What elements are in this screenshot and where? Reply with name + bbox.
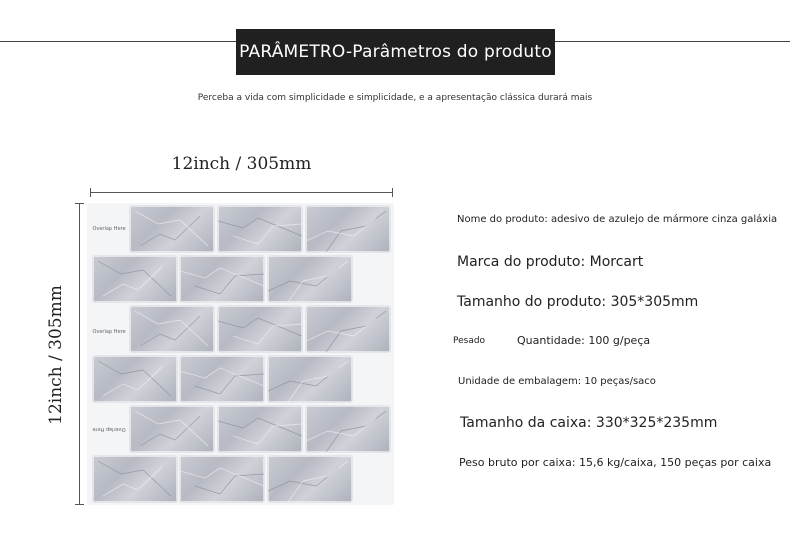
marble-brick — [268, 456, 352, 502]
page-title: PARÂMETRO-Parâmetros do produto — [239, 42, 552, 62]
marble-brick — [218, 206, 302, 252]
width-dimension-tick-left — [90, 188, 91, 197]
marble-brick — [218, 306, 302, 352]
height-dimension-tick-top — [75, 203, 84, 204]
marble-brick — [218, 406, 302, 452]
spec-gross-weight: Peso bruto por caixa: 15,6 kg/caixa, 150 peças por caixa — [459, 456, 772, 469]
spec-weight-label: Pesado — [453, 336, 486, 346]
spec-product-name: Nome do produto: adesivo de azulejo de mármore cinza galáxia — [457, 214, 778, 225]
marble-brick — [306, 206, 390, 252]
marble-brick — [180, 356, 264, 402]
height-dimension-label: 12inch / 305mm — [46, 285, 66, 425]
marble-brick — [93, 456, 177, 502]
spec-brand: Marca do produto: Morcart — [457, 254, 644, 270]
page-subtitle: Perceba a vida com simplicidade e simplicidade, e a apresentação clássica durará mais — [197, 93, 593, 103]
marble-brick — [93, 356, 177, 402]
marble-brick — [268, 356, 352, 402]
header-rule-left — [0, 41, 236, 42]
marble-brick — [130, 306, 214, 352]
spec-size: Tamanho do produto: 305*305mm — [457, 294, 699, 310]
overlap-note — [91, 415, 127, 443]
marble-brick — [93, 256, 177, 302]
height-dimension — [38, 205, 74, 505]
overlap-note-text: Overlap Here — [92, 426, 126, 433]
width-dimension-label: 12inch / 305mm — [171, 154, 312, 174]
marble-tile-sample — [87, 203, 394, 505]
title-banner — [236, 29, 555, 75]
overlap-note-text: Overlap Here — [92, 225, 126, 232]
marble-brick — [180, 256, 264, 302]
marble-brick — [130, 406, 214, 452]
marble-brick — [180, 456, 264, 502]
marble-brick — [306, 406, 390, 452]
marble-brick — [268, 256, 352, 302]
spec-box-size: Tamanho da caixa: 330*325*235mm — [460, 415, 718, 431]
width-dimension-line — [90, 192, 393, 193]
overlap-note — [91, 215, 127, 243]
header-rule-right — [555, 41, 790, 42]
spec-quantity: Quantidade: 100 g/peça — [517, 334, 651, 347]
overlap-note — [91, 318, 127, 346]
height-dimension-tick-bottom — [75, 504, 84, 505]
width-dimension-tick-right — [392, 188, 393, 197]
height-dimension-line — [79, 203, 80, 505]
marble-brick — [130, 206, 214, 252]
overlap-note-text: Overlap Here — [92, 328, 126, 335]
spec-packaging: Unidade de embalagem: 10 peças/saco — [458, 376, 656, 387]
marble-brick — [306, 306, 390, 352]
